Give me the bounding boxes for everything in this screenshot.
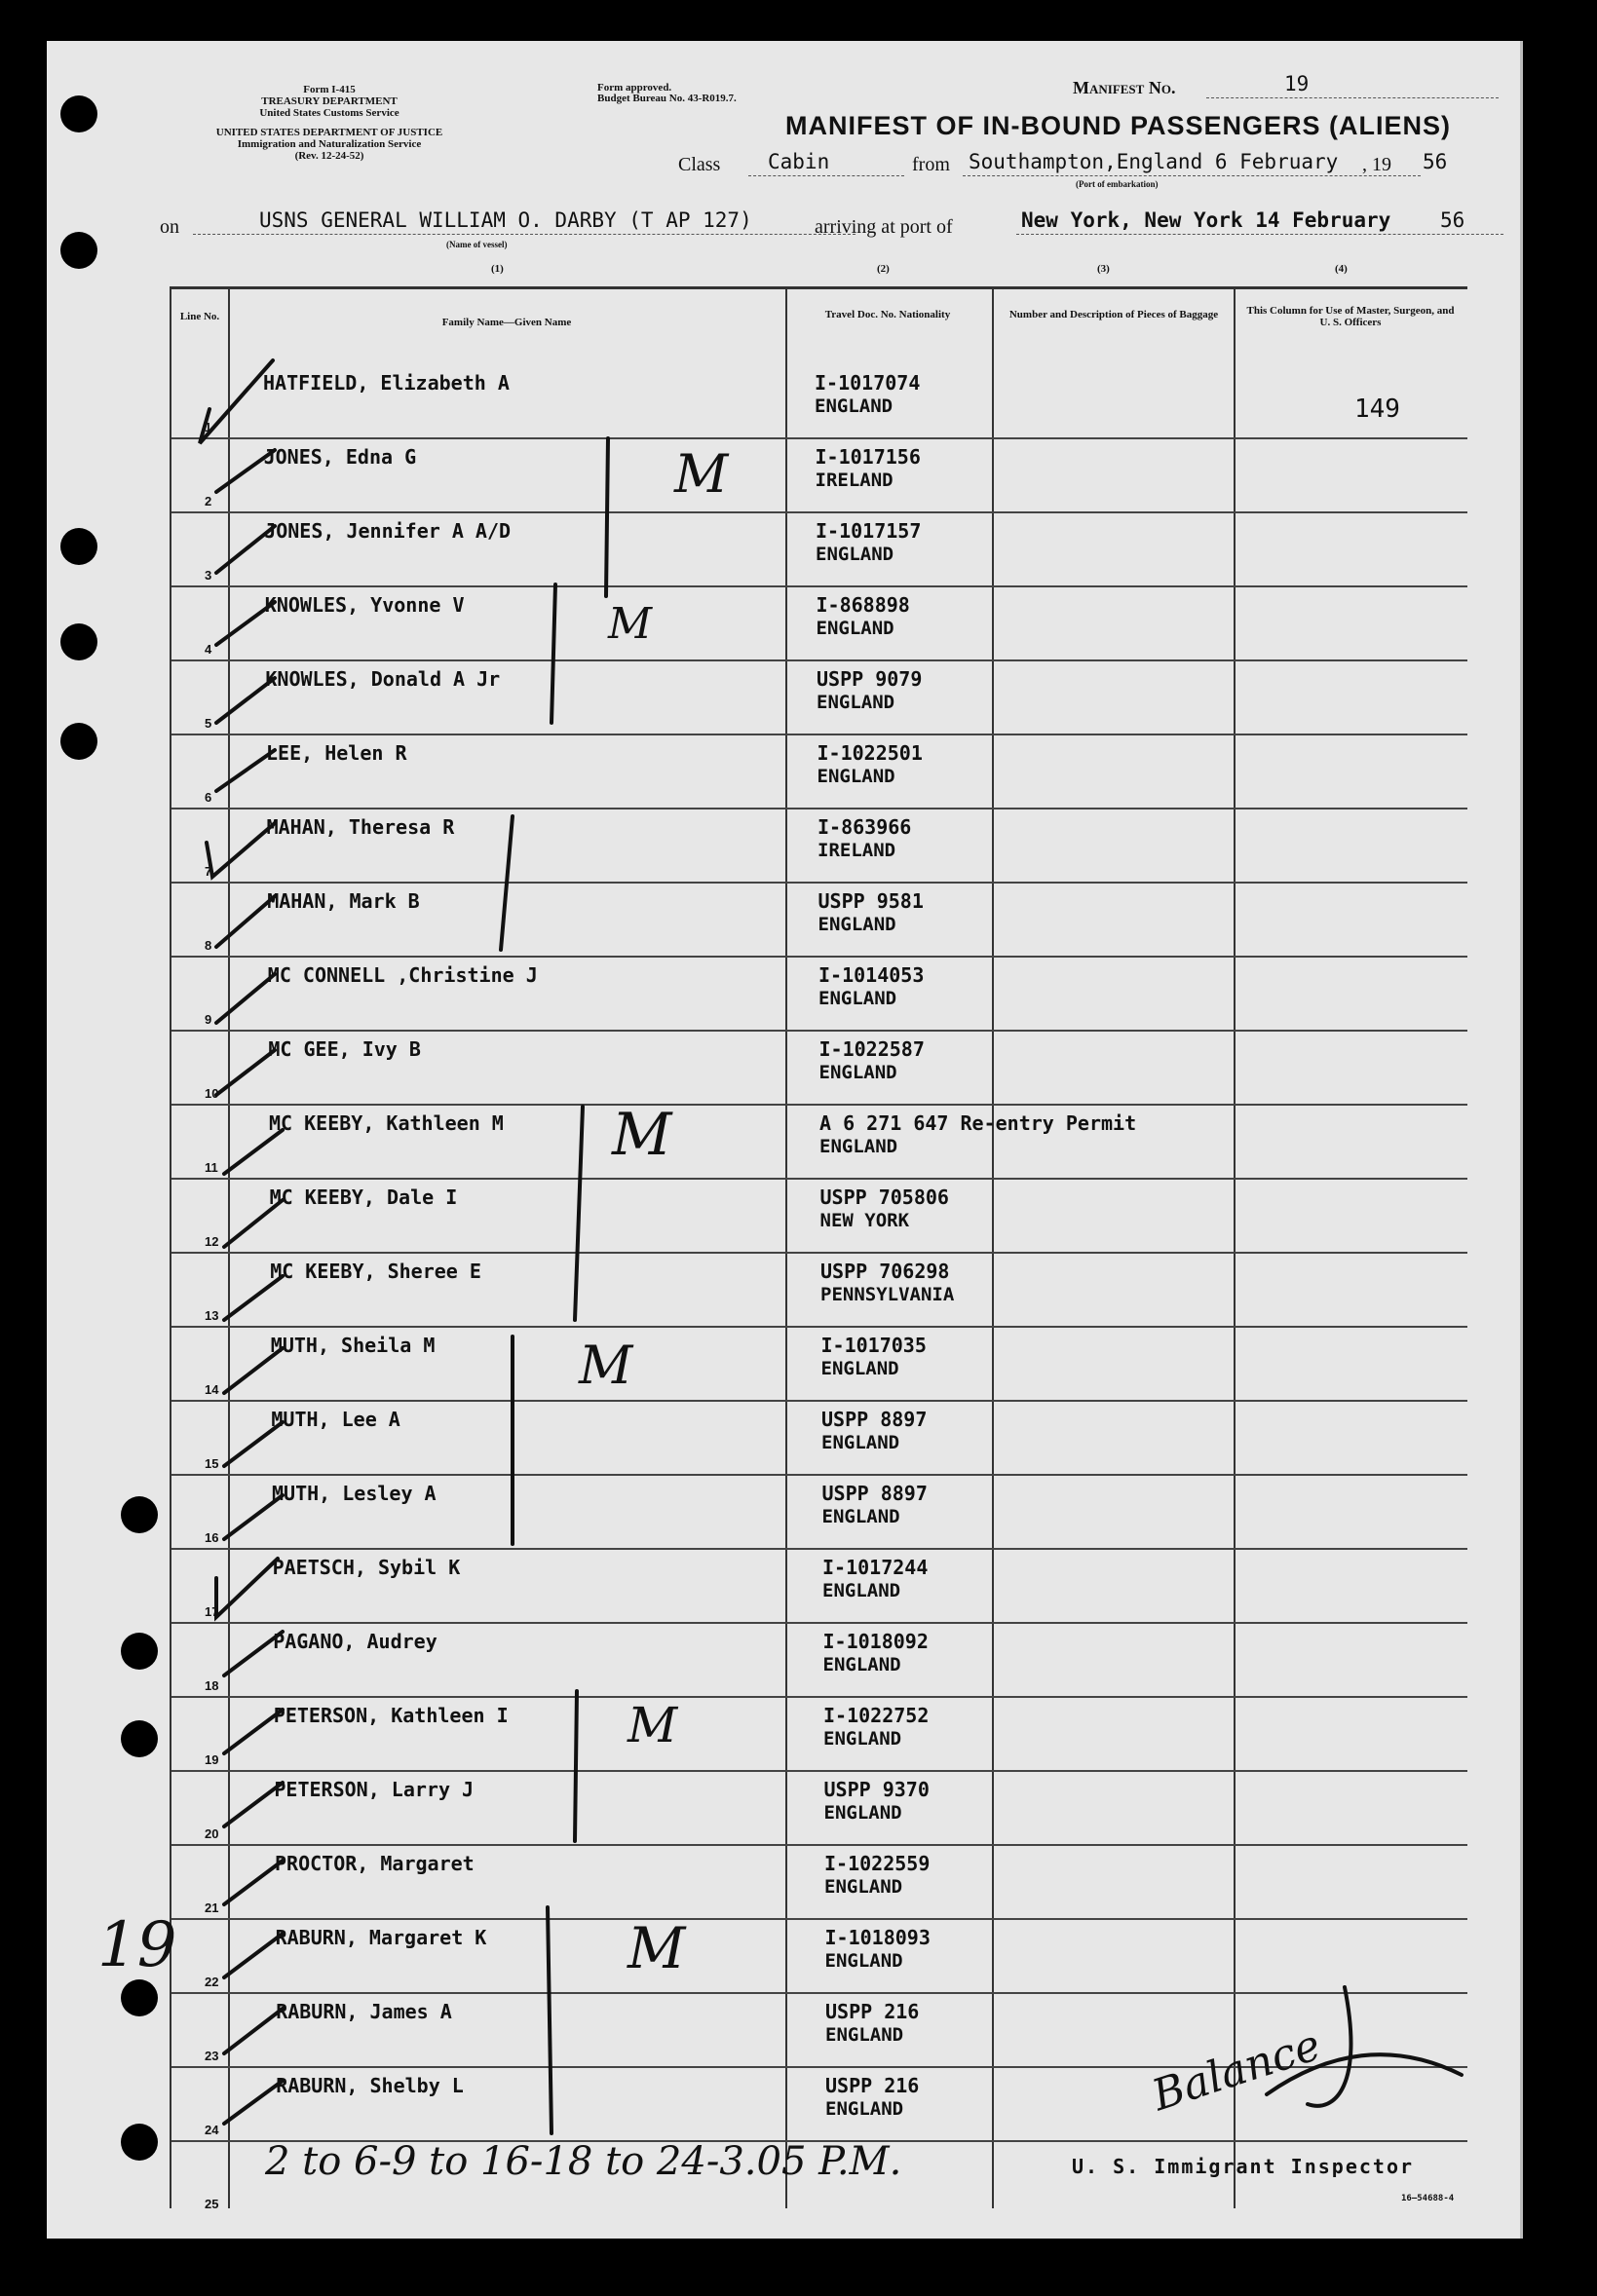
nationality: ENGLAND xyxy=(823,1728,902,1750)
nationality: ENGLAND xyxy=(818,988,897,1009)
travel-doc-number: USPP 9581 xyxy=(818,889,924,913)
page-number-handwritten: 19 xyxy=(97,1909,177,1981)
travel-doc-number: USPP 706298 xyxy=(820,1260,950,1283)
passenger-name: JONES, Jennifer A A/D xyxy=(264,519,512,543)
line-number: 23 xyxy=(205,2049,219,2063)
nationality: ENGLAND xyxy=(818,914,896,935)
travel-doc-number: I-1014053 xyxy=(818,963,925,987)
passenger-name: KNOWLES, Yvonne V xyxy=(264,593,465,617)
travel-doc-number: I-1022559 xyxy=(824,1852,931,1875)
print-code: 16—54688-4 xyxy=(1401,2194,1455,2203)
passenger-name: KNOWLES, Donald A Jr xyxy=(265,667,501,691)
line-number: 13 xyxy=(205,1308,219,1323)
nationality: ENGLAND xyxy=(817,692,895,713)
m-mark: M xyxy=(674,443,729,505)
nationality: ENGLAND xyxy=(822,1654,901,1675)
nationality: ENGLAND xyxy=(824,1950,903,1972)
nationality: ENGLAND xyxy=(821,1506,900,1527)
col-travel-header: Travel Doc. No. Nationality xyxy=(824,309,951,320)
balance-note: Balance xyxy=(1146,2019,1327,2122)
nationality: ENGLAND xyxy=(822,1580,901,1601)
nationality: NEW YORK xyxy=(819,1210,910,1231)
line-number: 9 xyxy=(205,1012,212,1027)
on-label: on xyxy=(160,216,179,238)
budget-bureau: Budget Bureau No. 43-R019.7. xyxy=(597,93,737,104)
nationality: PENNSYLVANIA xyxy=(820,1284,955,1305)
col1-number: (1) xyxy=(491,263,504,275)
m-mark: M xyxy=(627,1915,686,1981)
nationality: ENGLAND xyxy=(818,1062,897,1083)
m-mark: M xyxy=(579,1335,633,1396)
line-number: 15 xyxy=(205,1456,219,1471)
nationality: ENGLAND xyxy=(816,544,894,565)
vessel-caption: (Name of vessel) xyxy=(446,240,508,249)
line-number: 7 xyxy=(205,864,212,879)
justice-dept: UNITED STATES DEPARTMENT OF JUSTICE xyxy=(215,127,443,138)
nationality: ENGLAND xyxy=(817,766,895,787)
col-officers-header: This Column for Use of Master, Surgeon, and U. S. Officers xyxy=(1246,305,1455,328)
passenger-name: MUTH, Sheila M xyxy=(270,1334,436,1357)
arriving-label: arriving at port of xyxy=(815,216,953,238)
travel-doc-number: USPP 216 xyxy=(825,2074,920,2097)
line-number: 2 xyxy=(205,494,212,508)
travel-doc-number: I-1018093 xyxy=(824,1926,931,1949)
m-mark: M xyxy=(612,1101,672,1169)
nationality: ENGLAND xyxy=(825,2024,904,2046)
passenger-name: MUTH, Lee A xyxy=(271,1408,400,1431)
line-number: 6 xyxy=(205,790,212,805)
travel-doc-number: I-1017035 xyxy=(820,1334,927,1357)
nationality: ENGLAND xyxy=(816,618,894,639)
manifest-label: Manifest No. xyxy=(1073,78,1176,97)
col3-number: (3) xyxy=(1097,263,1110,275)
manifest-title: MANIFEST OF IN-BOUND PASSENGERS (ALIENS) xyxy=(785,111,1452,140)
travel-doc-number: I-1022752 xyxy=(823,1704,930,1727)
from-value: Southampton,England 6 February xyxy=(969,150,1339,173)
col-line-header: Line No. xyxy=(179,311,220,322)
nationality: IRELAND xyxy=(815,470,894,491)
travel-doc-number: USPP 9079 xyxy=(817,667,923,691)
passenger-name: PETERSON, Kathleen I xyxy=(273,1704,509,1727)
line-number: 11 xyxy=(205,1160,218,1175)
class-value: Cabin xyxy=(768,150,830,173)
line-number: 8 xyxy=(205,938,212,953)
line-number: 21 xyxy=(205,1901,219,1915)
revision-date: (Rev. 12-24-52) xyxy=(294,150,364,162)
travel-doc-number: I-868898 xyxy=(816,593,910,617)
line-number: 5 xyxy=(205,716,212,731)
passenger-name: PAGANO, Audrey xyxy=(273,1630,437,1653)
travel-doc-number: I-863966 xyxy=(818,815,912,839)
arrival-port: New York, New York 14 February xyxy=(1021,208,1391,232)
form-approved: Form approved. xyxy=(597,82,672,94)
officer-note: 149 xyxy=(1354,395,1400,424)
inspector-label: U. S. Immigrant Inspector xyxy=(1072,2155,1415,2178)
travel-doc-number: I-1017074 xyxy=(815,371,921,395)
line-number: 24 xyxy=(205,2123,219,2137)
port-embark-caption: (Port of embarkation) xyxy=(1076,179,1159,189)
m-mark: M xyxy=(627,1697,678,1753)
line-number: 16 xyxy=(205,1530,219,1545)
line-number: 19 xyxy=(205,1752,219,1767)
line-number: 22 xyxy=(205,1975,219,1989)
m-mark: M xyxy=(608,599,653,649)
passenger-name: HATFIELD, Elizabeth A xyxy=(263,371,510,395)
travel-doc-number: USPP 9370 xyxy=(823,1778,930,1801)
passenger-name: RABURN, James A xyxy=(276,2000,452,2023)
passenger-name: MC KEEBY, Sheree E xyxy=(270,1260,481,1283)
line-number: 1 xyxy=(205,420,212,434)
travel-doc-number: USPP 216 xyxy=(825,2000,920,2023)
from-label: from xyxy=(912,154,950,175)
passenger-name: MAHAN, Mark B xyxy=(267,889,420,913)
passenger-name: PETERSON, Larry J xyxy=(274,1778,475,1801)
col-name-header: Family Name—Given Name xyxy=(441,317,572,328)
passenger-name: MC CONNELL ,Christine J xyxy=(267,963,538,987)
travel-doc-number: I-1022587 xyxy=(818,1037,925,1061)
class-label: Class xyxy=(678,154,721,175)
col-baggage-header: Number and Description of Pieces of Baggage xyxy=(1008,309,1219,320)
travel-doc-number: USPP 8897 xyxy=(821,1408,928,1431)
passenger-name: PROCTOR, Margaret xyxy=(275,1852,475,1875)
arrival-year: 56 xyxy=(1440,208,1465,232)
passenger-name: MC KEEBY, Dale I xyxy=(269,1186,458,1209)
nationality: ENGLAND xyxy=(824,1876,903,1898)
travel-doc-number: I-1017157 xyxy=(816,519,922,543)
vessel-name: USNS GENERAL WILLIAM O. DARBY (T AP 127) xyxy=(259,208,752,232)
nationality: ENGLAND xyxy=(821,1432,900,1453)
line-number: 17 xyxy=(205,1604,219,1619)
year-prefix: , 19 xyxy=(1362,154,1391,175)
col4-number: (4) xyxy=(1335,263,1348,275)
customs-service: United States Customs Service xyxy=(259,107,399,119)
line-number: 25 xyxy=(205,2197,219,2211)
travel-doc-number: I-1022501 xyxy=(817,741,923,765)
line-number: 12 xyxy=(205,1234,219,1249)
passenger-name: MUTH, Lesley A xyxy=(272,1482,437,1505)
passenger-name: RABURN, Shelby L xyxy=(276,2074,464,2097)
ins-service: Immigration and Naturalization Service xyxy=(237,138,422,150)
line-number: 3 xyxy=(205,568,212,583)
passenger-name: MC KEEBY, Kathleen M xyxy=(269,1111,504,1135)
passenger-name: RABURN, Margaret K xyxy=(275,1926,487,1949)
form-number: Form I-415 xyxy=(303,84,356,95)
passenger-name: MAHAN, Theresa R xyxy=(266,815,455,839)
line-number: 20 xyxy=(205,1826,219,1841)
line-number: 14 xyxy=(205,1382,219,1397)
nationality: ENGLAND xyxy=(815,395,894,417)
travel-doc-number: A 6 271 647 Re-entry Permit xyxy=(819,1111,1137,1135)
travel-doc-number: USPP 705806 xyxy=(819,1186,949,1209)
manifest-number: 19 xyxy=(1284,72,1310,95)
line-number: 18 xyxy=(205,1678,219,1693)
year-value: 56 xyxy=(1423,150,1448,173)
passenger-name: MC GEE, Ivy B xyxy=(268,1037,421,1061)
nationality: IRELAND xyxy=(818,840,896,861)
treasury-dept: TREASURY DEPARTMENT xyxy=(261,95,398,107)
nationality: ENGLAND xyxy=(819,1136,898,1157)
nationality: ENGLAND xyxy=(825,2098,904,2120)
line-number: 10 xyxy=(205,1086,219,1101)
passenger-name: JONES, Edna G xyxy=(263,445,417,469)
line-number: 4 xyxy=(205,642,212,657)
nationality: ENGLAND xyxy=(823,1802,902,1824)
footer-handwritten-note: 2 to 6-9 to 16-18 to 24-3.05 P.M. xyxy=(265,2139,902,2184)
col2-number: (2) xyxy=(877,263,890,275)
nationality: ENGLAND xyxy=(820,1358,899,1379)
travel-doc-number: USPP 8897 xyxy=(821,1482,928,1505)
travel-doc-number: I-1017156 xyxy=(815,445,921,469)
travel-doc-number: I-1018092 xyxy=(822,1630,929,1653)
passenger-name: LEE, Helen R xyxy=(266,741,407,765)
travel-doc-number: I-1017244 xyxy=(822,1556,929,1579)
passenger-name: PAETSCH, Sybil K xyxy=(272,1556,461,1579)
